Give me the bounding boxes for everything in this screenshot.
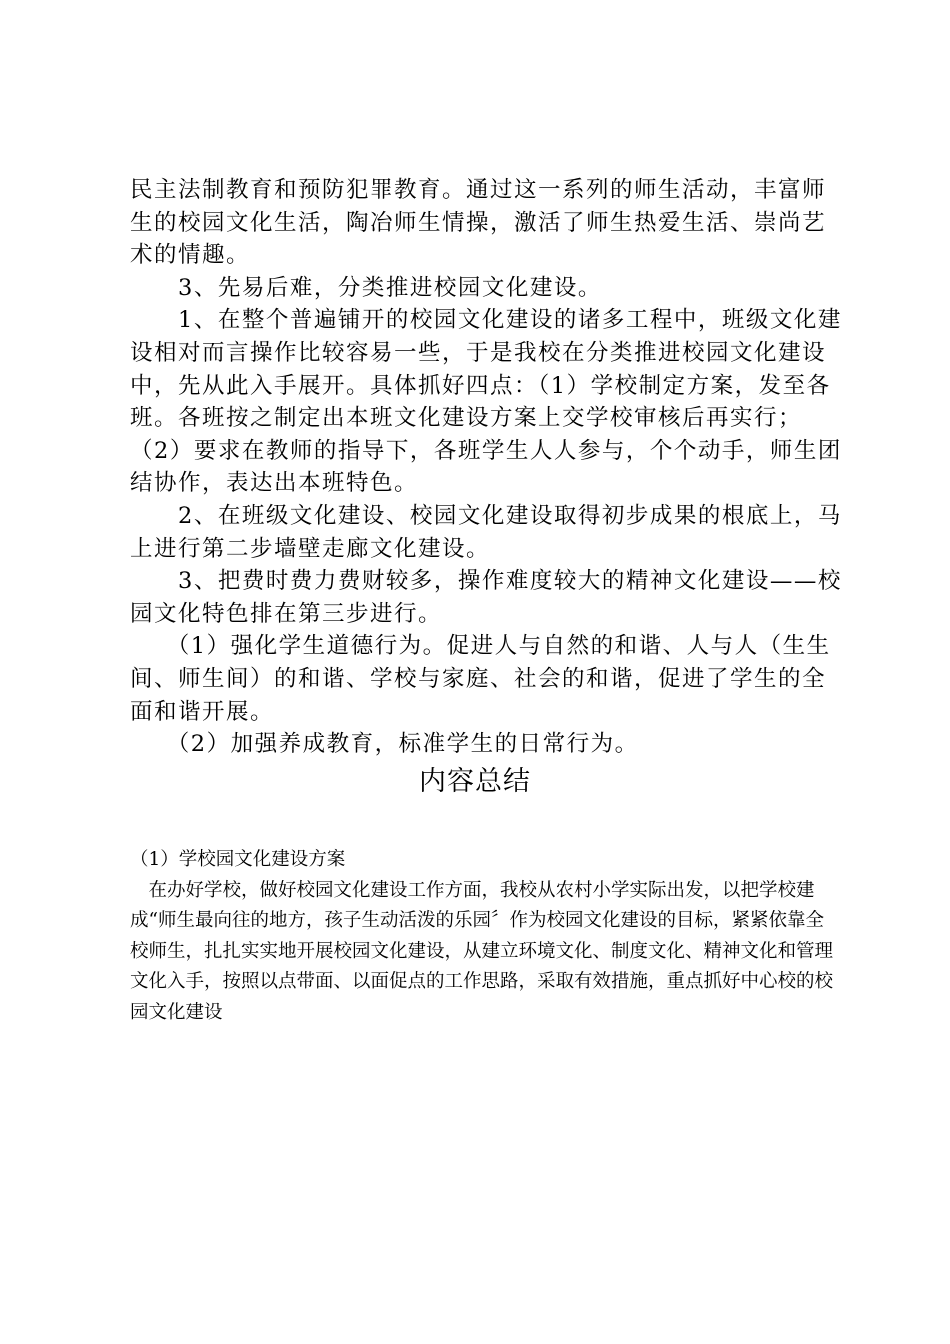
body-paragraph: （1）强化学生道德行为。促进人与自然的和谐、人与人（生生间、师生间）的和谐、学校与家庭、社会的和谐，促进了学生的全面和谐开展。	[130, 633, 831, 725]
body-text	[130, 174, 842, 761]
body-paragraph: 2、在班级文化建设、校园文化建设取得初步成果的根底上，马上进行第二步墙壁走廊文化建设。	[130, 502, 842, 562]
body-paragraph: 3、先易后难，分类推进校园文化建设。	[130, 274, 602, 301]
summary-paragraph: 在办好学校，做好校园文化建设工作方面，我校从农村小学实际出发，以把学校建成“师生最向往的地方，孩子生动活泼的乐园〞作为校园文化建设的目标，紧紧依靠全校师生，扎扎实实地开展校园文化建设，从建立环境文化、制度文化、精神文化和管理文化入手，按照以点带面、以面促点的工作思路，采取有效措施，重点抓好中心校的校园文化建设	[130, 879, 834, 1023]
summary-heading: 内容总结	[419, 766, 531, 797]
body-paragraph: 3、把费时费力费财较多，操作难度较大的精神文化建设——校园文化特色排在第三步进行。	[130, 568, 842, 627]
body-paragraph: 1、在整个普遍铺开的校园文化建设的诸多工程中，班级文化建设相对而言操作比较容易一些，于是我校在分类推进校园文化建设中，先从此入手展开。具体抓好四点：（1）学校制定方案，发至各班。各班按之制定出本班文化建设方案上交学校审核后再实行；（2）要求在教师的指导下，各班学生人人参与，个个动手，师生团结协作，表达出本班特色。	[130, 307, 842, 497]
body-paragraph: 民主法制教育和预防犯罪教育。通过这一系列的师生活动，丰富师生的校园文化生活，陶冶师生情操，激活了师生热爱生活、崇尚艺术的情趣。	[130, 177, 827, 269]
summary-section	[130, 845, 842, 1029]
body-paragraph: （2）加强养成教育，标准学生的日常行为。	[130, 731, 639, 758]
summary-subtitle: （1）学校园文化建设方案	[130, 849, 346, 870]
